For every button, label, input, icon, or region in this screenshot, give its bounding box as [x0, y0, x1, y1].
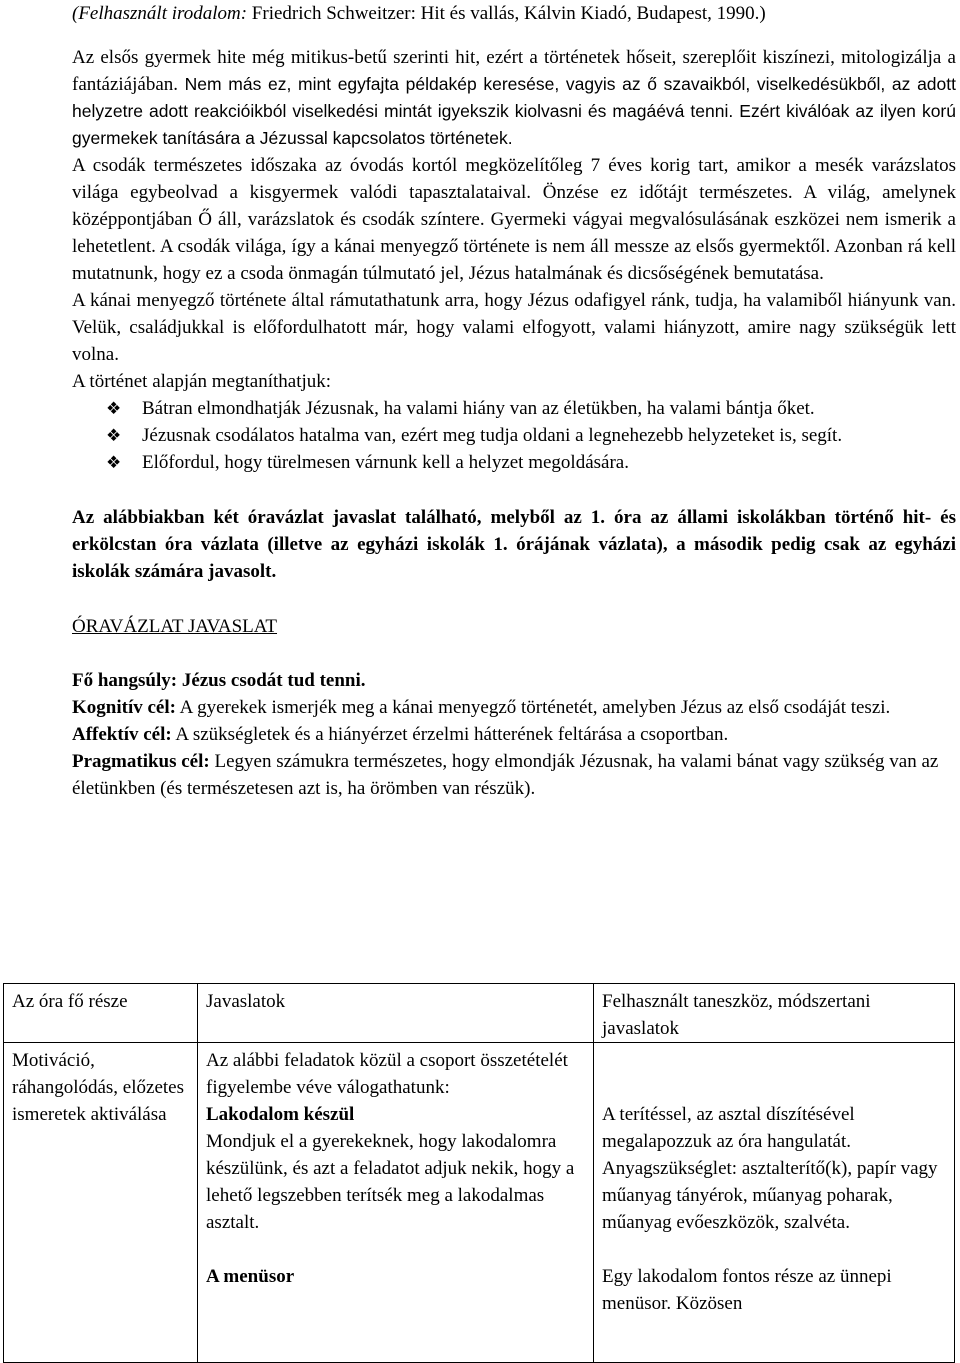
cell-part: Motiváció, ráhangolódás, előzetes ismeretek aktiválása [4, 1043, 198, 1363]
diamond-bullet-icon: ❖ [106, 399, 122, 418]
intro-paragraph-4: A történet alapján megtaníthatjuk: [72, 371, 332, 392]
source-label: Felhasznált irodalom: [78, 3, 248, 24]
cognitive-goal: Kognitív cél: A gyerekek ismerjék meg a kánai menyegző történetét, amelyben Jézus az első csodáját teszi. [72, 697, 891, 718]
activity-title: Lakodalom készül [206, 1104, 355, 1125]
pragmatic-goal: Pragmatikus cél: Legyen számukra természetes, hogy elmondják Jézusnak, ha valami bánat vagy szükség van az életünkben (és természetesen azt is, ha örömben van részük). [72, 751, 939, 799]
intro-paragraph-2: A csodák természetes időszaka az óvodás kortól megközelítőleg 7 éves korig tart, amikor a mesék varázslatos világa egybeolvad a kisgyermek valódi tapasztalataival. Önzése ez időtájt természetes. A világ, amelynek középpontjában Ő áll, varázslatok és csodák színtere. Gyermeki vágyai megvalósulásának eszközei nem ismerik a lehetetlent. A csodák világa, így a kánai menyegző története is nem áll messze az elsős gyermektől. Azonban rá kell mutatnunk, hogy ez a csoda önmagán túlmutató jel, Jézus hatalmának és dicsőségének bemutatása. [72, 155, 956, 284]
bullet-item: ❖ Előfordul, hogy türelmesen várnunk kell a helyzet megoldására. [72, 449, 956, 476]
header-cell-part: Az óra fő része [4, 984, 198, 1043]
focus-line: Fő hangsúly: Jézus csodát tud tenni. [72, 670, 366, 691]
intro-paragraph-3: A kánai menyegző története által rámutathatunk arra, hogy Jézus odafigyel ránk, tudja, ha valamiből hiányunk van. Velük, családjukkal is előfordulhatott már, hogy valami elfogyott, valami hiányzott, amire nagy szükségük lett volna. [72, 290, 956, 365]
header-cell-tools: Felhasznált taneszköz, módszertani javaslatok [594, 984, 955, 1043]
source-prefix: ( [72, 3, 79, 24]
intro-p1-a: Az elsős gyermek hite még mitikus-betű szerinti hit, ezért a történetek hőseit, szereplőit kiszínezi, mitologizálja a fantáziájában. [72, 47, 956, 95]
objectives-block [72, 667, 956, 802]
cell-tools: A terítéssel, az asztal díszítésével megalapozzuk az óra hangulatát. Anyagszükséglet: asztalterítő(k), papír vagy műanyag tányérok, műanyag poharak, műanyag evőeszközök, szalvéta. Egy lakodalom fontos része az ünnepi menüsor. Közösen [594, 1043, 955, 1363]
source-citation [72, 0, 956, 27]
cell-suggestions: Az alábbi feladatok közül a csoport összetételét figyelembe véve válogathatunk: Lakodalom készül Mondjuk el a gyerekeknek, hogy lakodalomra készülünk, és azt a feladatot adjuk nekik, hogy a lehető legszebben terítsék meg a lakodalmas asztalt. A menüsor [198, 1043, 594, 1363]
bullet-item: ❖ Bátran elmondhatják Jézusnak, ha valami hiány van az életükben, ha valami bántja őket. [72, 395, 956, 422]
table-row [4, 1043, 955, 1363]
header-cell-suggestions: Javaslatok [198, 984, 594, 1043]
bullet-item: ❖ Jézusnak csodálatos hatalma van, ezért meg tudja oldani a legnehezebb helyzeteket is, segít. [72, 422, 956, 449]
lesson-plan-table [3, 983, 955, 1363]
diamond-bullet-icon: ❖ [106, 453, 122, 472]
lesson-bullet-list [72, 395, 956, 476]
plan-title: ÓRAVÁZLAT JAVASLAT [72, 616, 278, 637]
document-page [72, 0, 956, 802]
activity-title: A menüsor [206, 1266, 295, 1287]
source-text: Friedrich Schweitzer: Hit és vallás, Kálvin Kiadó, Budapest, 1990.) [247, 3, 766, 24]
intro-p1-b: Nem más ez, mint egyfajta példakép keresése, vagyis az ő szavaikból, viselkedésükből, az adott helyzetre adott reakcióikból viselkedési mintát igyekszik kiolvasni és magáévá tenni. Ezért kiválóak az ilyen korú gyermekek tanítására a Jézussal kapcsolatos történetek. [72, 74, 956, 148]
diamond-bullet-icon: ❖ [106, 426, 122, 445]
affective-goal: Affektív cél: A szükségletek és a hiányérzet érzelmi hátterének feltárása a csoportban. [72, 724, 729, 745]
table-header-row [4, 984, 955, 1043]
lesson-plan-notice: Az alábbiakban két óravázlat javaslat található, melyből az 1. óra az állami iskolákban történő hit- és erkölcstan óra vázlata (illetve az egyházi iskolák 1. órájának vázlata), a második pedig csak az egyházi iskolák számára javasolt. [72, 507, 956, 582]
intro-paragraph-1 [72, 44, 956, 152]
